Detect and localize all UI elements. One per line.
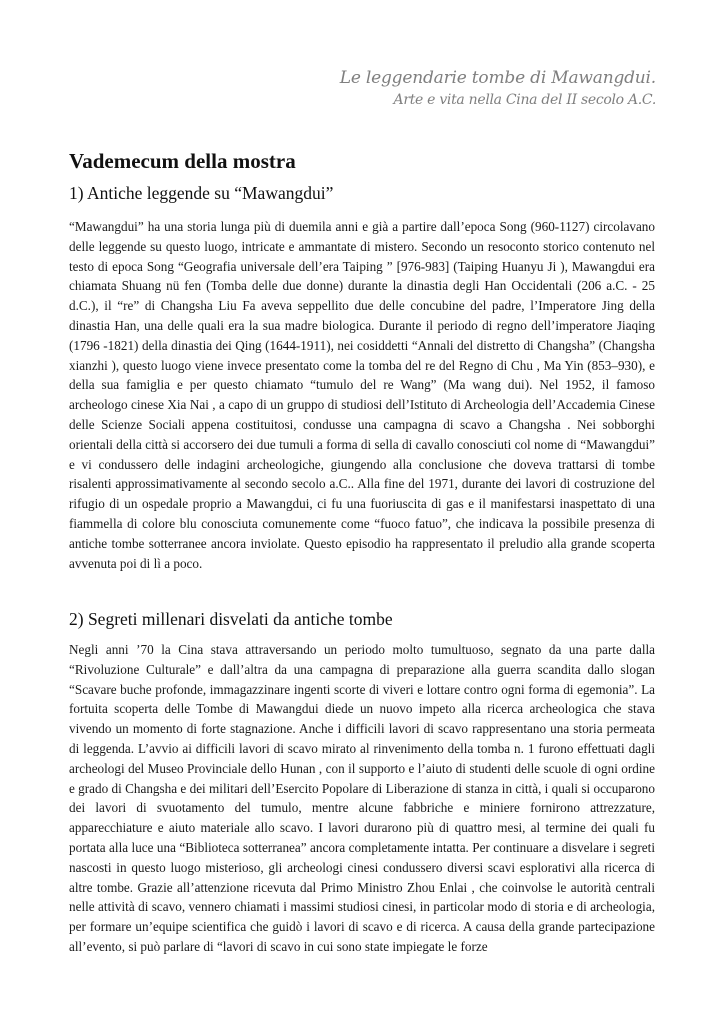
- section-2-heading: 2) Segreti millenari disvelati da antiche tombe: [69, 609, 393, 629]
- section-1-paragraph: “Mawangdui” ha una storia lunga più di duemila anni e già a partire dall’epoca Song (960-1127) circolavano delle leggende su questo luogo, intricate e ammantate di mistero. Secondo un resoconto storico contenuto nel testo di epoca Song “Geografia universale dell’era Taiping ” [976-983] (Taiping Huanyu Ji ), Mawangdui era chiamata Shuang nü fen (Tomba delle due donne) durante la dinastia degli Han Occidentali (206 a.C. - 25 d.C.), il “re” di Changsha Liu Fa aveva seppellito due delle concubine del padre, l’Imperatore Jing della dinastia Han, una delle quali era la sua madre biologica. Durante il periodo di regno dell’imperatore Jiaqing (1796 -1821) della dinastia dei Qing (1644-1911), nei cosiddetti “Annali del distretto di Changsha” (Changsha xianzhi ), questo luogo viene invece presentato come la tomba del re del Regno di Chu , Ma Yin (853–930), e della sua famiglia e per questo chiamato “tumulo del re Wang” (Ma wang dui). Nel 1952, il famoso archeologo cinese Xia Nai , a capo di un gruppo di studiosi dell’Istituto di Archeologia dell’Accademia Cinese delle Scienze Sociali appena costituitosi, condusse una campagna di scavo a Changsha . Nei sobborghi orientali della città si accorsero dei due tumuli a forma di sella di cavallo conosciuti col nome di “Mawangdui” e vi condussero delle indagini archeologiche, giungendo alla conclusione che doveva trattarsi di tombe risalenti approssimativamente al secondo secolo a.C.. Alla fine del 1971, durante dei lavori di costruzione del rifugio di un ospedale proprio a Mawangdui, ci fu una fuoriuscita di gas e il manifestarsi inaspettato di una fiammella di colore blu conosciuta comunemente come “fuoco fatuo”, che indicava la possibile presenza di antiche tombe sotterranee ancora inviolate. Questo episodio ha rappresentato il preludio alla grande scoperta avvenuta poi di lì a poco.: [69, 219, 655, 571]
- section-2-paragraph: Negli anni ’70 la Cina stava attraversando un periodo molto tumultuoso, segnato da una parte dalla “Rivoluzione Culturale” e dall’altra da una campagna di preparazione alla guerra scandita dallo slogan “Scavare buche profonde, immagazzinare ingenti scorte di viveri e lottare contro ogni forma di egemonia”. La fortuita scoperta delle Tombe di Mawangdui diede un nuovo impeto alla ricerca archeologica che stava vivendo un momento di forte stagnazione. Anche i difficili lavori di scavo rappresentano una storia permeata di leggenda. L’avvio ai difficili lavori di scavo mirato al rinvenimento della tomba n. 1 furono effettuati dagli archeologi del Museo Provinciale dello Hunan , con il supporto e l’aiuto di studenti delle scuole di ogni ordine e grado di Changsha e dei militari dell’Esercito Popolare di Liberazione di stanza in città, i quali si occuparono dei lavori di svuotamento del tumulo, mentre alcune fabbriche e miniere fornirono attrezzature, apparecchiature e aiuto materiale allo scavo. I lavori durarono più di quattro mesi, al termine dei quali fu portata alla luce una “Biblioteca sotterranea” ancora completamente intatta. Per continuare a disvelare i segreti nascosti in questo luogo misterioso, gli archeologi cinesi condussero diversi scavi esplorativi alla ricerca di altre tombe. Grazie all’attenzione ricevuta dal Primo Ministro Zhou Enlai , che coinvolse le autorità centrali nelle attività di scavo, vennero chiamati i massimi studiosi cinesi, in particolar modo di storia e di archeologia, per formare un’equipe scientifica che guidò i lavori di scavo e di ricerca. A causa della grande partecipazione all’evento, si può parlare di “lavori di scavo in cui sono state impiegate le forze: [69, 642, 655, 954]
- header-subtitle: Arte e vita nella Cina del II secolo A.C.: [393, 92, 656, 108]
- section-1-heading: 1) Antiche leggende su “Mawangdui”: [69, 183, 334, 203]
- header-title: Le leggendarie tombe di Mawangdui.: [339, 68, 656, 88]
- document-title: Vademecum della mostra: [69, 149, 296, 173]
- running-header: [340, 66, 656, 110]
